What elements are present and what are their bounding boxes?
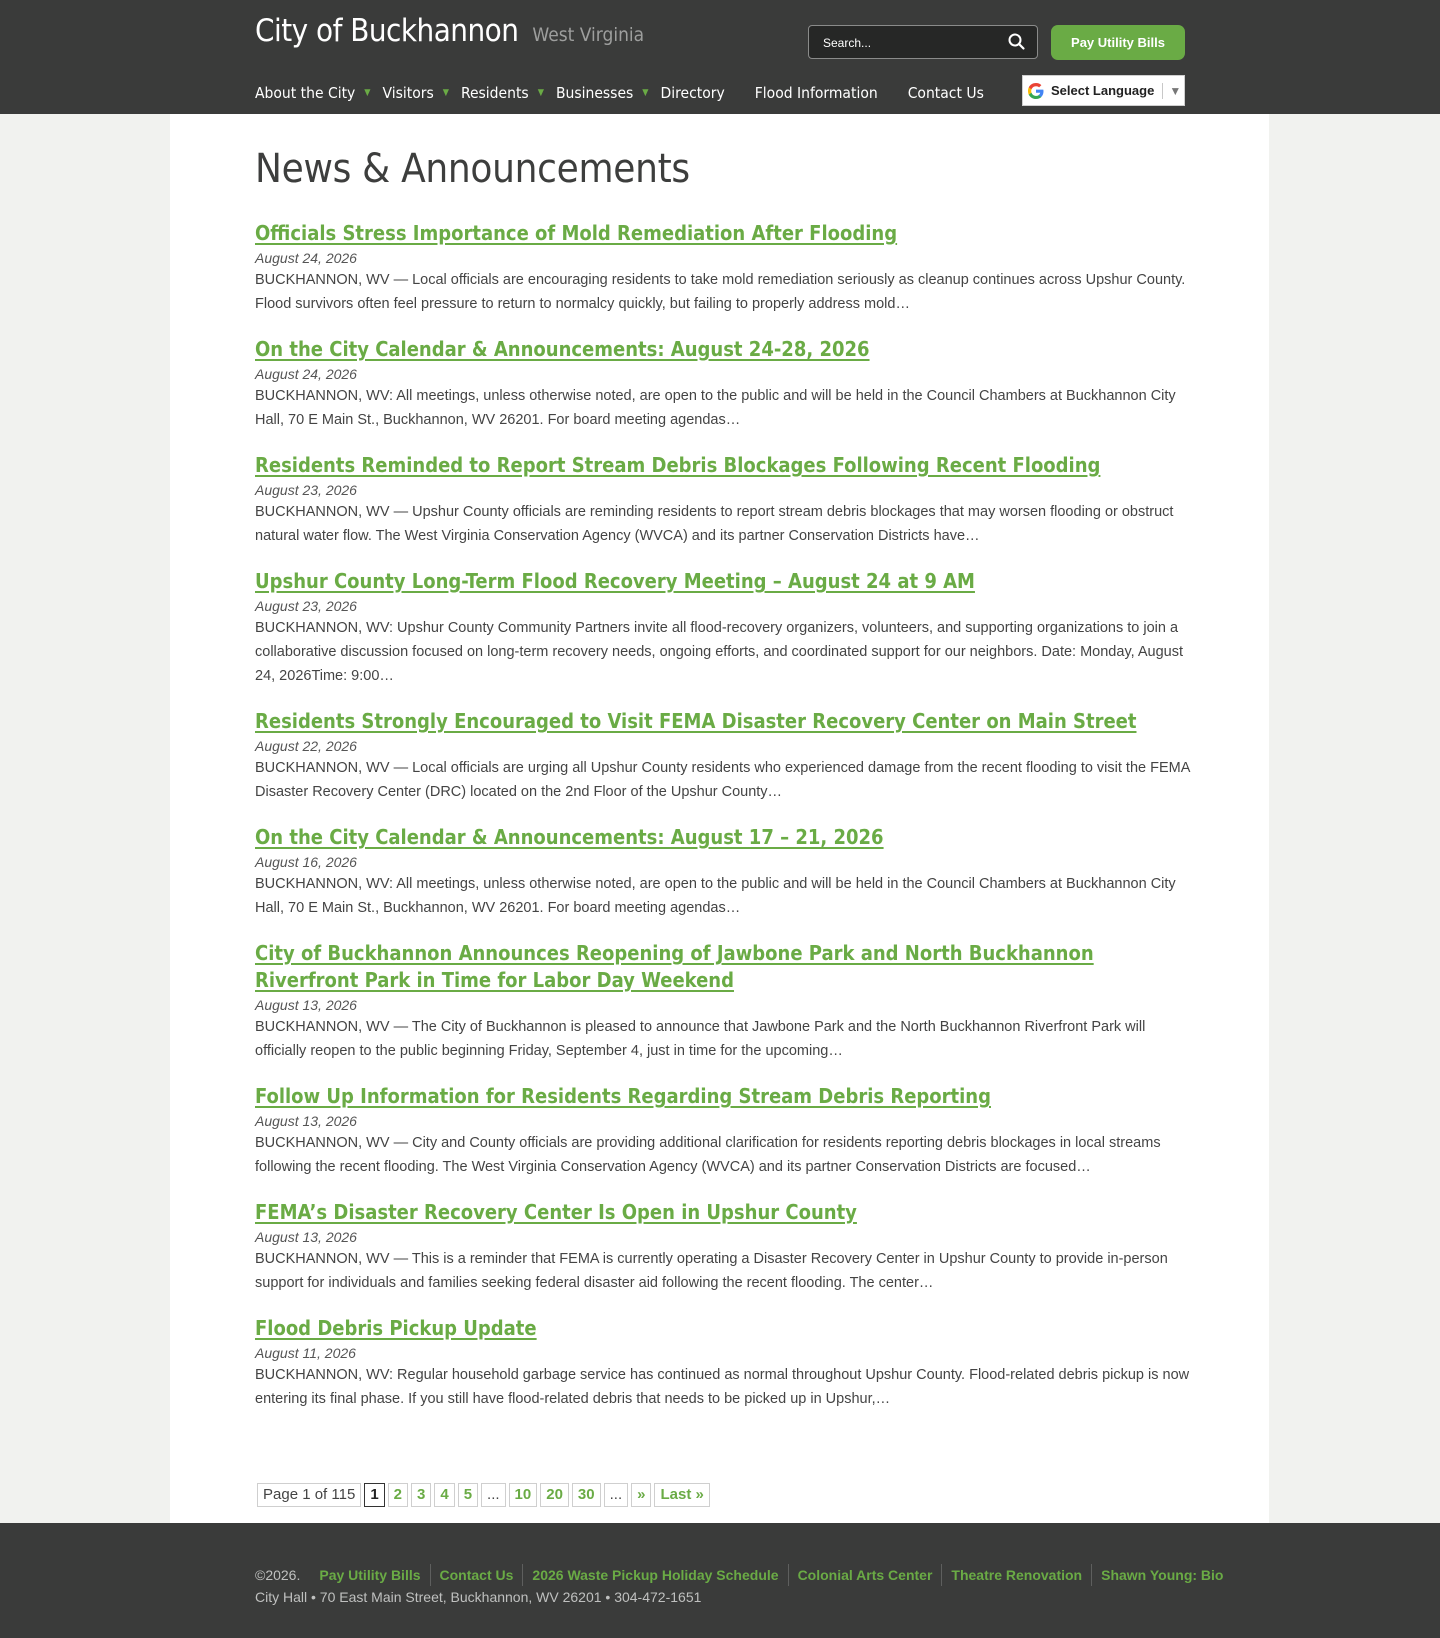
pagination	[257, 1483, 713, 1507]
article-excerpt: BUCKHANNON, WV: Upshur County Community Partners invite all flood-recovery organizers, volunteers, and supporting organizations to join a collaborative discussion focused on long-term recovery needs, ongoing efforts, and coordinated support for our neighbors. Date: Monday, August 24, 2026Time: 9:00…	[255, 620, 1184, 684]
footer-link-theatre-renovation[interactable]: Theatre Renovation	[951, 1567, 1083, 1583]
article-title-link[interactable]: Upshur County Long-Term Flood Recovery Meeting – August 24 at 9 AM	[255, 569, 975, 593]
footer-link-colonial-arts-center[interactable]: Colonial Arts Center	[797, 1567, 933, 1583]
article-date: August 23, 2026	[255, 482, 357, 498]
article-date: August 13, 2026	[255, 1229, 357, 1245]
google-g-icon	[1027, 82, 1045, 100]
nav-item-about-the-city[interactable]	[255, 84, 371, 102]
article-date: August 11, 2026	[255, 1345, 356, 1361]
article-excerpt: BUCKHANNON, WV — Upshur County officials are reminding residents to report stream debris blockages that may worsen flooding or obstruct natural water flow. The West Virginia Conservation Agency (WVCA) and its partner Conservation Districts have…	[255, 504, 1174, 544]
article-item	[255, 336, 1190, 432]
pagination-ellipsis: ...	[604, 1483, 629, 1507]
nav-item-label: Flood Information	[754, 84, 878, 102]
article-item	[255, 824, 1190, 920]
nav-item-visitors[interactable]	[383, 84, 449, 102]
page-link-next[interactable]: »	[631, 1483, 651, 1507]
nav-item-label: Contact Us	[907, 84, 984, 102]
pagination-ellipsis: ...	[481, 1483, 506, 1507]
nav-item-label: Visitors	[382, 84, 434, 102]
nav-item-label: Residents	[460, 84, 529, 102]
article-item	[255, 940, 1190, 1063]
article-list	[255, 220, 1190, 1431]
nav-item-label: Directory	[660, 84, 725, 102]
article-title-link[interactable]: Residents Reminded to Report Stream Debris Blockages Following Recent Flooding	[255, 453, 1101, 477]
page-link-2[interactable]: 2	[388, 1483, 408, 1507]
article-title-link[interactable]: FEMA’s Disaster Recovery Center Is Open in Upshur County	[255, 1200, 857, 1224]
site-header	[0, 0, 1440, 114]
pagination-info: Page 1 of 115	[257, 1483, 361, 1507]
footer-link-waste-pickup-schedule[interactable]: 2026 Waste Pickup Holiday Schedule	[532, 1567, 779, 1583]
footer-link-contact-us[interactable]: Contact Us	[439, 1567, 514, 1583]
footer-link-shawn-young-bio[interactable]: Shawn Young: Bio	[1101, 1567, 1224, 1583]
article-title-link[interactable]: On the City Calendar & Announcements: August 17 – 21, 2026	[255, 825, 884, 849]
submenu-arrow-icon: ▼	[537, 88, 544, 98]
article-date: August 24, 2026	[255, 366, 357, 382]
article-title-link[interactable]: Flood Debris Pickup Update	[255, 1316, 537, 1340]
article-item	[255, 1083, 1190, 1179]
article-excerpt: BUCKHANNON, WV — Local officials are urging all Upshur County residents who experienced damage from the recent flooding to visit the FEMA Disaster Recovery Center (DRC) located on the 2nd Floor of the Upshur County…	[255, 760, 1190, 800]
page-link-20[interactable]: 20	[540, 1483, 569, 1507]
page-link-1-current: 1	[364, 1483, 384, 1507]
page-link-3[interactable]: 3	[411, 1483, 431, 1507]
nav-item-label: About the City	[255, 84, 356, 102]
article-date: August 16, 2026	[255, 854, 357, 870]
main-nav	[255, 79, 984, 107]
article-date: August 22, 2026	[255, 738, 357, 754]
article-title-link[interactable]: City of Buckhannon Announces Reopening of Jawbone Park and North Buckhannon Riverfront Park in Time for Labor Day Weekend	[255, 941, 1094, 992]
nav-item-label: Businesses	[555, 84, 634, 102]
nav-item-businesses[interactable]	[556, 84, 649, 102]
article-title-link[interactable]: Officials Stress Importance of Mold Remediation After Flooding	[255, 221, 898, 245]
dropdown-caret-icon: ▼	[1169, 83, 1182, 98]
search-input[interactable]	[823, 34, 993, 52]
article-item	[255, 708, 1190, 804]
footer-address: City Hall • 70 East Main Street, Buckhannon, WV 26201 • 304-472-1651	[255, 1589, 702, 1605]
site-title[interactable]: City of Buckhannon	[255, 13, 519, 49]
search-box	[808, 25, 1038, 59]
article-excerpt: BUCKHANNON, WV — The City of Buckhannon is pleased to announce that Jawbone Park and the North Buckhannon Riverfront Park will officially reopen to the public beginning Friday, September 4, just in time for the upcoming…	[255, 1019, 1146, 1059]
language-select-divider	[1162, 83, 1163, 99]
page-link-10[interactable]: 10	[509, 1483, 538, 1507]
submenu-arrow-icon: ▼	[442, 88, 449, 98]
pay-utility-bills-button[interactable]: Pay Utility Bills	[1051, 25, 1185, 60]
site-footer	[0, 1523, 1440, 1638]
article-date: August 23, 2026	[255, 598, 357, 614]
footer-link-pay-utility-bills[interactable]: Pay Utility Bills	[319, 1567, 421, 1583]
submenu-arrow-icon: ▼	[642, 88, 649, 98]
article-excerpt: BUCKHANNON, WV — City and County officials are providing additional clarification for residents reporting debris blockages in local streams following the recent flooding. The West Virginia Conservation Agency (WVCA) and its partner Conservation Districts are focused…	[255, 1135, 1161, 1175]
page-link-30[interactable]: 30	[572, 1483, 601, 1507]
search-icon	[1007, 32, 1027, 52]
article-excerpt: BUCKHANNON, WV: All meetings, unless otherwise noted, are open to the public and will be held in the Council Chambers at Buckhannon City Hall, 70 E Main St., Buckhannon, WV 26201. For board meeting agendas…	[255, 388, 1176, 428]
page-link-5[interactable]: 5	[458, 1483, 478, 1507]
article-item	[255, 568, 1190, 688]
article-excerpt: BUCKHANNON, WV — This is a reminder that FEMA is currently operating a Disaster Recovery Center in Upshur County to provide in-person support for individuals and families seeking federal disaster aid following the recent flooding. The center…	[255, 1251, 1168, 1291]
article-date: August 24, 2026	[255, 250, 357, 266]
page-link-4[interactable]: 4	[434, 1483, 454, 1507]
nav-item-directory[interactable]	[661, 84, 725, 102]
article-date: August 13, 2026	[255, 1113, 357, 1129]
article-title-link[interactable]: Residents Strongly Encouraged to Visit FEMA Disaster Recovery Center on Main Street	[255, 709, 1137, 733]
site-subtitle: West Virginia	[532, 24, 645, 46]
footer-links	[255, 1564, 1232, 1586]
search-button[interactable]	[1007, 32, 1027, 52]
page-title: News & Announcements	[255, 146, 690, 192]
article-item	[255, 220, 1190, 316]
nav-item-contact-us[interactable]	[908, 84, 984, 102]
article-title-link[interactable]: On the City Calendar & Announcements: August 24-28, 2026	[255, 337, 870, 361]
copyright: ©2026.	[255, 1567, 301, 1583]
brand[interactable]	[255, 13, 644, 49]
nav-item-residents[interactable]	[461, 84, 544, 102]
article-item	[255, 1199, 1190, 1295]
submenu-arrow-icon: ▼	[364, 88, 371, 98]
language-select[interactable]	[1022, 75, 1185, 106]
article-excerpt: BUCKHANNON, WV: Regular household garbage service has continued as normal throughout Upshur County. Flood-related debris pickup is now entering its final phase. If you still have flood-related debris that needs to be picked up in Upshur,…	[255, 1367, 1190, 1407]
main-content	[170, 114, 1269, 1523]
language-select-label: Select Language	[1051, 83, 1155, 98]
article-excerpt: BUCKHANNON, WV: All meetings, unless otherwise noted, are open to the public and will be held in the Council Chambers at Buckhannon City Hall, 70 E Main St., Buckhannon, WV 26201. For board meeting agendas…	[255, 876, 1176, 916]
page-link-last[interactable]: Last »	[654, 1483, 709, 1507]
article-excerpt: BUCKHANNON, WV — Local officials are encouraging residents to take mold remediation seriously as cleanup continues across Upshur County. Flood survivors often feel pressure to return to normalcy quickly, but failing to properly address mold…	[255, 272, 1186, 312]
article-date: August 13, 2026	[255, 997, 357, 1013]
article-item	[255, 452, 1190, 548]
article-item	[255, 1315, 1190, 1411]
nav-item-flood-information[interactable]	[755, 84, 878, 102]
article-title-link[interactable]: Follow Up Information for Residents Regarding Stream Debris Reporting	[255, 1084, 991, 1108]
